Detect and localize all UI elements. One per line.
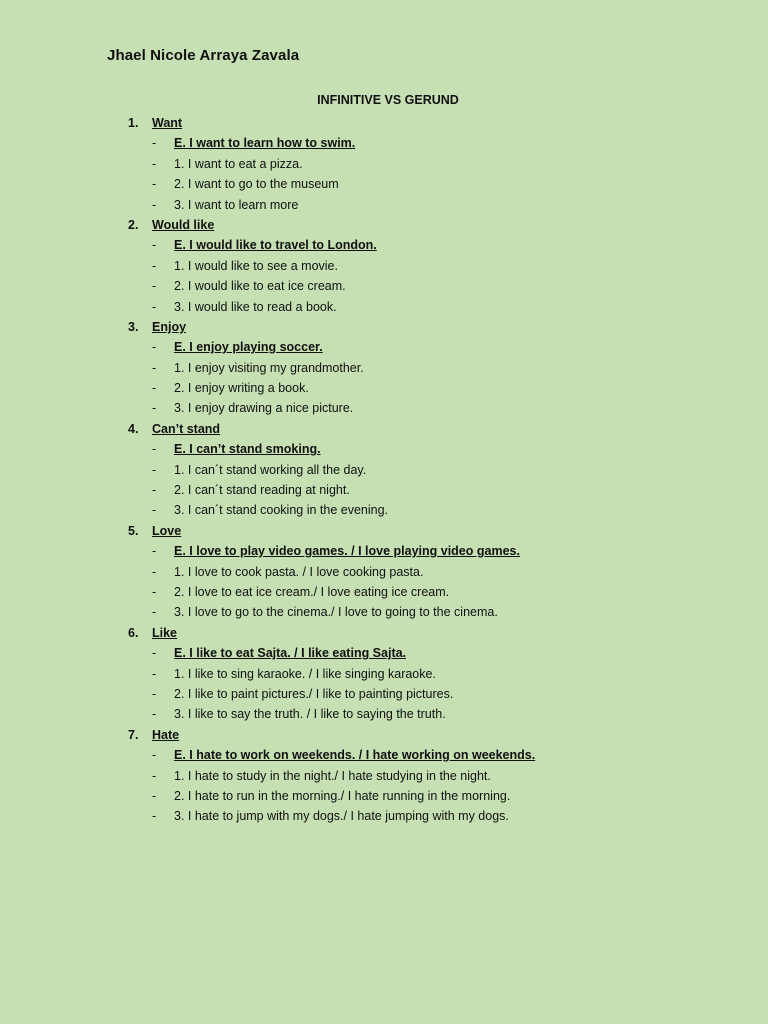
dash-bullet: - xyxy=(152,605,157,620)
verb-number: 7. xyxy=(128,727,139,742)
sentence-text: 2. I would like to eat ice cream. xyxy=(174,279,346,294)
dash-bullet: - xyxy=(152,768,157,783)
sentence-item xyxy=(128,297,748,317)
verb-word: Hate xyxy=(152,727,180,742)
sentence-item xyxy=(128,276,748,296)
sentence-item xyxy=(128,500,748,520)
verb-heading-3 xyxy=(128,317,748,337)
dash-bullet: - xyxy=(152,340,157,355)
dash-bullet: - xyxy=(152,177,157,192)
verb-number: 3. xyxy=(128,319,139,334)
sentence-text: 1. I would like to see a movie. xyxy=(174,258,338,273)
dash-bullet: - xyxy=(152,666,157,681)
dash-bullet: - xyxy=(152,258,157,273)
sentence-text: 2. I love to eat ice cream./ I love eating ice cream. xyxy=(174,584,450,599)
verb-word: Like xyxy=(152,625,178,640)
sentence-text: 1. I hate to study in the night./ I hate studying in the night. xyxy=(174,768,491,783)
sentence-text: 2. I enjoy writing a book. xyxy=(174,381,309,396)
example-text: E. I enjoy playing soccer. xyxy=(174,340,323,355)
dash-bullet: - xyxy=(152,809,157,824)
example-text: E. I hate to work on weekends. / I hate working on weekends. xyxy=(174,748,536,763)
example-sentence-4 xyxy=(128,439,748,459)
dash-bullet: - xyxy=(152,646,157,661)
dash-bullet: - xyxy=(152,483,157,498)
verb-heading-7 xyxy=(128,725,748,745)
document-title: INFINITIVE VS GERUND xyxy=(317,93,459,107)
dash-bullet: - xyxy=(152,442,157,457)
dash-bullet: - xyxy=(152,462,157,477)
dash-bullet: - xyxy=(152,381,157,396)
sentence-text: 3. I hate to jump with my dogs./ I hate jumping with my dogs. xyxy=(174,809,509,824)
sentence-text: 2. I want to go to the museum xyxy=(174,177,339,192)
sentence-text: 3. I like to say the truth. / I like to saying the truth. xyxy=(174,707,446,722)
example-sentence-1 xyxy=(128,133,748,153)
sentence-item xyxy=(128,378,748,398)
example-text: E. I can’t stand smoking. xyxy=(174,442,321,457)
verb-word: Enjoy xyxy=(152,319,187,334)
dash-bullet: - xyxy=(152,707,157,722)
sentence-text: 2. I hate to run in the morning./ I hate running in the morning. xyxy=(174,788,511,803)
dash-bullet: - xyxy=(152,788,157,803)
verb-number: 1. xyxy=(128,116,139,130)
verb-heading-1 xyxy=(128,113,748,133)
verb-number: 4. xyxy=(128,421,139,436)
verb-word: Would like xyxy=(152,217,215,232)
example-text: E. I would like to travel to London. xyxy=(174,238,377,253)
sentence-item xyxy=(128,602,748,622)
sentence-text: 3. I can´t stand cooking in the evening. xyxy=(174,503,389,518)
sentence-item xyxy=(128,806,748,826)
example-sentence-3 xyxy=(128,337,748,357)
verb-number: 5. xyxy=(128,523,139,538)
verb-heading-4 xyxy=(128,419,748,439)
example-text: E. I want to learn how to swim. xyxy=(174,136,356,151)
verb-word: Love xyxy=(152,523,182,538)
example-text: E. I love to play video games. / I love playing video games. xyxy=(174,544,520,559)
verb-heading-2 xyxy=(128,215,748,235)
author-name: Jhael Nicole Arraya Zavala xyxy=(107,47,300,64)
sentence-item xyxy=(128,460,748,480)
sentence-item xyxy=(128,582,748,602)
dash-bullet: - xyxy=(152,299,157,314)
sentence-text: 1. I love to cook pasta. / I love cooking pasta. xyxy=(174,564,424,579)
verb-number: 2. xyxy=(128,217,139,232)
verb-number: 6. xyxy=(128,625,139,640)
dash-bullet: - xyxy=(152,238,157,253)
sentence-text: 3. I would like to read a book. xyxy=(174,299,337,314)
sentence-item xyxy=(128,480,748,500)
sentence-item xyxy=(128,154,748,174)
sentence-text: 1. I can´t stand working all the day. xyxy=(174,462,367,477)
sentence-item xyxy=(128,766,748,786)
dash-bullet: - xyxy=(152,686,157,701)
verb-list xyxy=(128,113,748,827)
dash-bullet: - xyxy=(152,544,157,559)
sentence-item xyxy=(128,786,748,806)
verb-word: Can’t stand xyxy=(152,421,221,436)
sentence-text: 3. I enjoy drawing a nice picture. xyxy=(174,401,354,416)
sentence-item xyxy=(128,195,748,215)
example-sentence-6 xyxy=(128,643,748,663)
sentence-text: 1. I enjoy visiting my grandmother. xyxy=(174,360,364,375)
sentence-item xyxy=(128,174,748,194)
verb-heading-6 xyxy=(128,623,748,643)
example-text: E. I like to eat Sajta. / I like eating Sajta. xyxy=(174,646,407,661)
sentence-text: 2. I can´t stand reading at night. xyxy=(174,483,350,498)
sentence-item xyxy=(128,664,748,684)
dash-bullet: - xyxy=(152,197,157,212)
example-sentence-2 xyxy=(128,235,748,255)
sentence-item xyxy=(128,562,748,582)
dash-bullet: - xyxy=(152,584,157,599)
sentence-text: 1. I like to sing karaoke. / I like singing karaoke. xyxy=(174,666,436,681)
dash-bullet: - xyxy=(152,748,157,763)
dash-bullet: - xyxy=(152,564,157,579)
example-sentence-7 xyxy=(128,745,748,765)
dash-bullet: - xyxy=(152,279,157,294)
sentence-item xyxy=(128,398,748,418)
sentence-text: 3. I want to learn more xyxy=(174,197,299,212)
sentence-item xyxy=(128,358,748,378)
sentence-text: 2. I like to paint pictures./ I like to painting pictures. xyxy=(174,686,454,701)
verb-word: Want xyxy=(152,116,183,130)
sentence-item xyxy=(128,256,748,276)
dash-bullet: - xyxy=(152,360,157,375)
dash-bullet: - xyxy=(152,401,157,416)
sentence-item xyxy=(128,684,748,704)
sentence-item xyxy=(128,704,748,724)
sentence-text: 1. I want to eat a pizza. xyxy=(174,156,303,171)
verb-heading-5 xyxy=(128,521,748,541)
dash-bullet: - xyxy=(152,136,157,151)
sentence-text: 3. I love to go to the cinema./ I love to going to the cinema. xyxy=(174,605,498,620)
example-sentence-5 xyxy=(128,541,748,561)
dash-bullet: - xyxy=(152,156,157,171)
dash-bullet: - xyxy=(152,503,157,518)
